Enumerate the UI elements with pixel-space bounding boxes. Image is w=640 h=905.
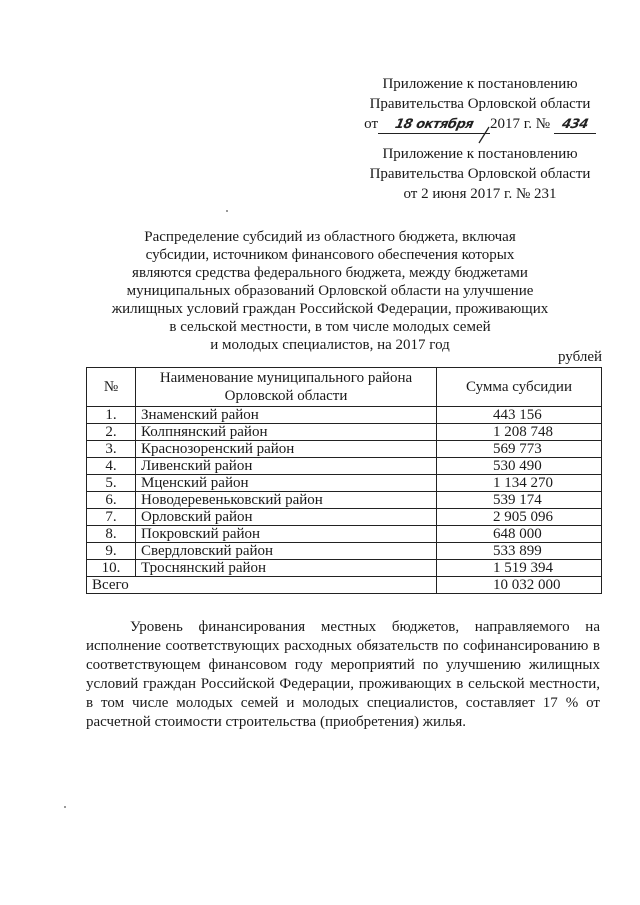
row-sum: 533 899	[437, 543, 602, 560]
handwritten-date: 18 октября	[393, 117, 475, 132]
row-num: 9.	[87, 543, 136, 560]
title-line-5: жилищных условий граждан Российской Федерации, проживающих	[111, 301, 549, 317]
row-name: Новодеревеньковский район	[136, 492, 437, 509]
total-sum: 10 032 000	[437, 577, 602, 594]
table-row	[87, 424, 602, 441]
title-line-3: являются средства федерального бюджета, между бюджетами	[132, 265, 528, 281]
pen-slash-mark	[477, 126, 491, 144]
row-name: Мценский район	[136, 475, 437, 492]
table-row	[87, 441, 602, 458]
header-line-2: Правительства Орловской области	[369, 96, 591, 112]
row-sum: 648 000	[437, 526, 602, 543]
original-header-line-3: от 2 июня 2017 г. № 231	[403, 186, 557, 202]
table-row	[87, 543, 602, 560]
row-name: Краснозоренский район	[136, 441, 437, 458]
subsidy-table	[86, 367, 602, 594]
row-num: 5.	[87, 475, 136, 492]
row-sum: 2 905 096	[437, 509, 602, 526]
title-line-1: Распределение субсидий из областного бюджета, включая	[144, 229, 516, 245]
table-row	[87, 509, 602, 526]
funding-paragraph	[86, 618, 600, 732]
table-row	[87, 458, 602, 475]
table-row	[87, 475, 602, 492]
title-line-2: субсидии, источником финансового обеспечения которых	[145, 247, 515, 263]
row-sum: 1 134 270	[437, 475, 602, 492]
handwritten-number: 434	[560, 117, 590, 132]
row-name: Троснянский район	[136, 560, 437, 577]
table-total-row	[87, 577, 602, 594]
row-sum: 530 490	[437, 458, 602, 475]
row-sum: 569 773	[437, 441, 602, 458]
title-line-7: и молодых специалистов, на 2017 год	[210, 337, 450, 353]
scan-speck	[226, 210, 228, 212]
table-row	[87, 526, 602, 543]
title-line-6: в сельской местности, в том числе молодых семей	[169, 319, 491, 335]
title-line-4: муниципальных образований Орловской области на улучшение	[126, 283, 534, 299]
header-sum: Сумма субсидии	[437, 368, 602, 407]
row-name: Колпнянский район	[136, 424, 437, 441]
row-num: 6.	[87, 492, 136, 509]
row-num: 1.	[87, 407, 136, 424]
row-sum: 539 174	[437, 492, 602, 509]
table-header-row	[87, 368, 602, 407]
row-num: 10.	[87, 560, 136, 577]
units-label: рублей	[558, 349, 603, 365]
header-from: от	[364, 116, 379, 132]
table-row	[87, 492, 602, 509]
total-label: Всего	[87, 577, 437, 594]
row-num: 8.	[87, 526, 136, 543]
row-name: Ливенский район	[136, 458, 437, 475]
amendment-header	[330, 74, 630, 134]
header-num: №	[87, 368, 136, 407]
document-title	[110, 228, 550, 354]
original-header-line-1: Приложение к постановлению	[382, 146, 578, 162]
handwritten-number-field	[554, 116, 596, 134]
row-name: Знаменский район	[136, 407, 437, 424]
row-num: 2.	[87, 424, 136, 441]
table-row	[87, 407, 602, 424]
row-name: Покровский район	[136, 526, 437, 543]
original-header	[330, 144, 630, 204]
header-name: Наименование муниципального района Орловской области	[136, 368, 437, 407]
scan-speck	[64, 806, 66, 808]
row-name: Орловский район	[136, 509, 437, 526]
table-row	[87, 560, 602, 577]
row-sum: 1 208 748	[437, 424, 602, 441]
row-num: 7.	[87, 509, 136, 526]
row-num: 3.	[87, 441, 136, 458]
row-num: 4.	[87, 458, 136, 475]
row-sum: 1 519 394	[437, 560, 602, 577]
paragraph-text: Уровень финансирования местных бюджетов, направляемого на исполнение соответствующих расходных обязательств по софинансированию в соответствующем финансовом году мероприятий по улучшению жилищных условий граждан Российской Федерации, проживающих в сельской местности, в том числе молодых семей и молодых специалистов, составляет 17 % от расчетной стоимости строительства (приобретения) жилья.	[86, 619, 600, 730]
header-line-1: Приложение к постановлению	[382, 76, 578, 92]
original-header-line-2: Правительства Орловской области	[369, 166, 591, 182]
header-year: 2017 г. №	[490, 116, 551, 132]
row-sum: 443 156	[437, 407, 602, 424]
handwritten-date-field	[378, 116, 490, 134]
row-name: Свердловский район	[136, 543, 437, 560]
